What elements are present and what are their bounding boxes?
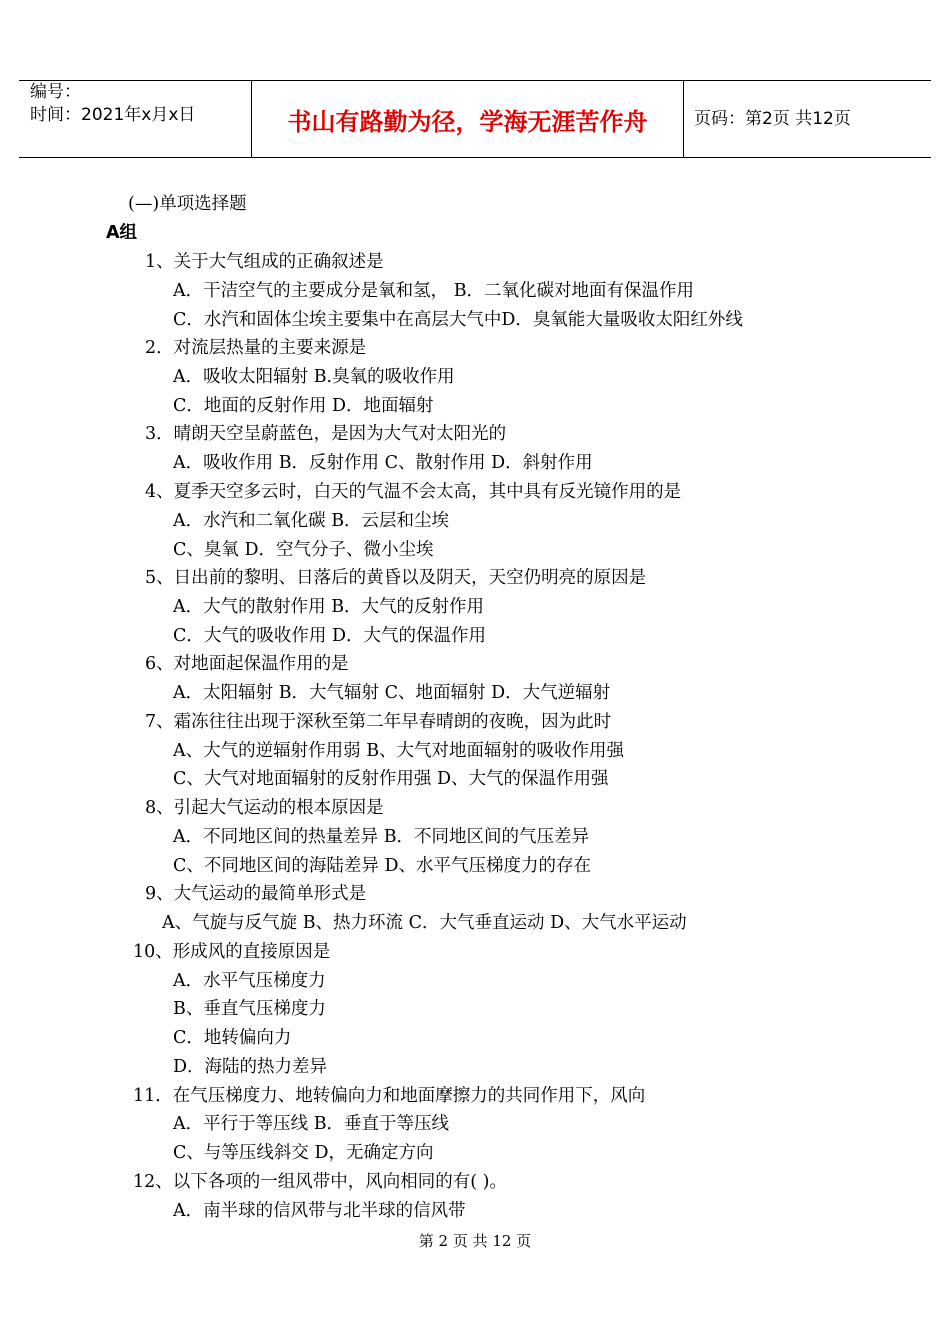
option-line: C、大气对地面辐射的反射作用强 D、大气的保温作用强 — [173, 769, 609, 789]
question-line: 6、对地面起保温作用的是 — [145, 654, 349, 674]
header-motto: 书山有路勤为径，学海无涯苦作舟 — [287, 108, 648, 136]
option-line: D．海陆的热力差异 — [173, 1057, 328, 1077]
option-line: A．吸收作用 B．反射作用 C、散射作用 D．斜射作用 — [173, 453, 593, 473]
option-line: A．不同地区间的热量差异 B．不同地区间的气压差异 — [173, 827, 590, 847]
option-line: A．平行于等压线 B．垂直于等压线 — [173, 1114, 450, 1134]
option-line: C、与等压线斜交 D，无确定方向 — [173, 1143, 434, 1163]
option-line: A．太阳辐射 B．大气辐射 C、地面辐射 D．大气逆辐射 — [173, 683, 611, 703]
question-line: 4、夏季天空多云时，白天的气温不会太高，其中具有反光镜作用的是 — [145, 482, 682, 502]
header-bottom-rule — [19, 157, 931, 158]
option-line: A．吸收太阳辐射 B.臭氧的吸收作用 — [173, 367, 455, 387]
question-line: 10、形成风的直接原因是 — [133, 942, 331, 962]
question-line: 3．晴朗天空呈蔚蓝色，是因为大气对太阳光的 — [145, 424, 507, 444]
header-page-info: 页码：第2页 共12页 — [694, 109, 851, 129]
question-line: 12、以下各项的一组风带中，风向相同的有( )。 — [133, 1172, 507, 1192]
page-footer: 第 2 页 共 12 页 — [418, 1232, 532, 1250]
option-line: C、不同地区间的海陆差异 D、水平气压梯度力的存在 — [173, 856, 591, 876]
question-line: 8、引起大气运动的根本原因是 — [145, 798, 384, 818]
option-line: C．大气的吸收作用 D．大气的保温作用 — [173, 626, 486, 646]
header-time-label: 时间：2021年x月x日 — [30, 105, 196, 125]
section-title: (—)单项选择题 — [128, 194, 247, 214]
option-line: A．南半球的信风带与北半球的信风带 — [173, 1201, 466, 1221]
option-line: A．水汽和二氧化碳 B．云层和尘埃 — [173, 511, 450, 531]
option-line: C．地面的反射作用 D．地面辐射 — [173, 396, 434, 416]
option-line: C、臭氧 D．空气分子、微小尘埃 — [173, 540, 434, 560]
option-line: A．干洁空气的主要成分是氧和氢， B．二氧化碳对地面有保温作用 — [173, 281, 695, 301]
header-divider-right — [683, 80, 684, 158]
question-line: 9、大气运动的最简单形式是 — [145, 884, 367, 904]
option-line: B、垂直气压梯度力 — [173, 999, 326, 1019]
option-line: A、气旋与反气旋 B、热力环流 C．大气垂直运动 D、大气水平运动 — [162, 913, 687, 933]
header-top-rule — [19, 80, 931, 81]
option-line: A．大气的散射作用 B．大气的反射作用 — [173, 597, 485, 617]
question-line: 2．对流层热量的主要来源是 — [145, 338, 367, 358]
option-line: A．水平气压梯度力 — [173, 971, 326, 991]
question-line: 5、日出前的黎明、日落后的黄昏以及阴天，天空仍明亮的原因是 — [145, 568, 647, 588]
header-number-label: 编号： — [30, 82, 81, 102]
option-line: A、大气的逆辐射作用弱 B、大气对地面辐射的吸收作用强 — [173, 741, 625, 761]
question-line: 7、霜冻往往出现于深秋至第二年早春晴朗的夜晚，因为此时 — [145, 712, 612, 732]
question-line: 11．在气压梯度力、地转偏向力和地面摩擦力的共同作用下，风向 — [133, 1086, 646, 1106]
option-line: C．水汽和固体尘埃主要集中在高层大气中D．臭氧能大量吸收太阳红外线 — [173, 310, 743, 330]
option-line: C．地转偏向力 — [173, 1028, 292, 1048]
question-line: 1、关于大气组成的正确叙述是 — [145, 252, 384, 272]
group-title: A组 — [106, 223, 138, 243]
